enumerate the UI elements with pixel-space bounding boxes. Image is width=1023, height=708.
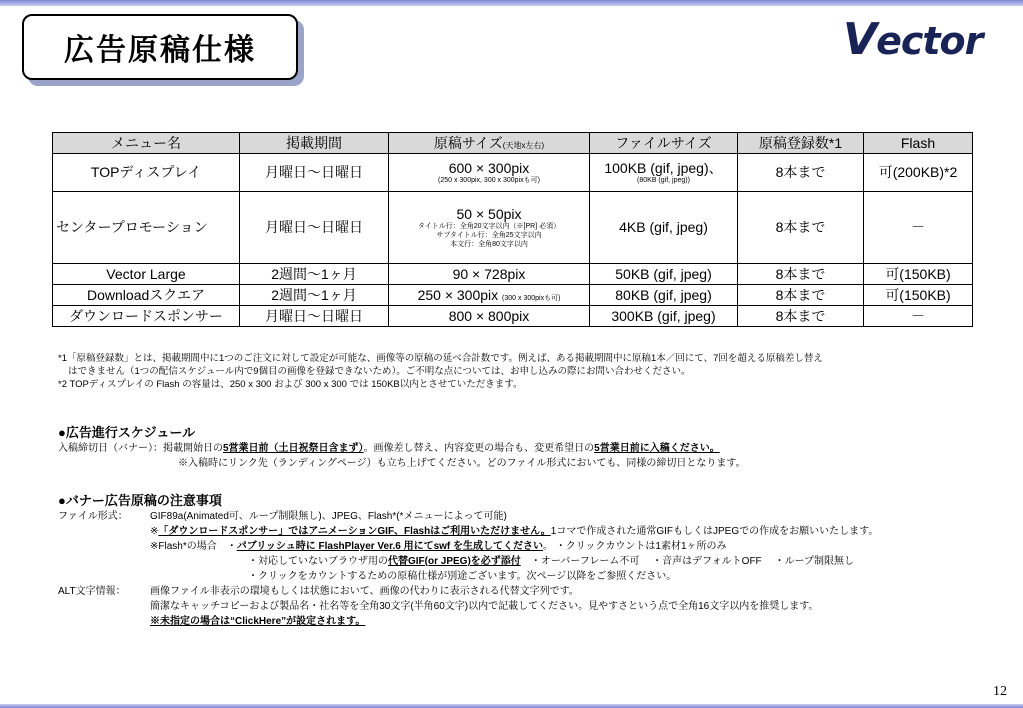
header-count: 原稿登録数*1 <box>738 133 864 154</box>
cell-flash: 可(150KB) <box>864 285 973 306</box>
table-row <box>53 192 973 264</box>
schedule-l1b: 5営業日前（土日祝祭日含まず） <box>223 443 364 454</box>
caution-title: ●バナー広告原稿の注意事項 <box>58 493 222 508</box>
cell-menu: Vector Large <box>53 264 240 285</box>
bottom-accent-bar <box>0 704 1023 708</box>
header-menu: メニュー名 <box>53 133 240 154</box>
table-header-row <box>53 133 973 154</box>
cell-flash: － <box>864 306 973 327</box>
top-accent-bar <box>0 0 1023 6</box>
size-note: (250 x 300pix, 300 x 300pixも可) <box>438 176 540 184</box>
file-value: 100KB (gif, jpeg)、 <box>604 159 723 176</box>
size-note-body: 本文行：全角80文字以内 <box>450 240 528 248</box>
header-file: ファイルサイズ <box>590 133 738 154</box>
size-note-subtitle: サブタイトル行：全角25文字以内 <box>436 231 542 239</box>
cell-period: 2週間～1ヶ月 <box>240 264 389 285</box>
spec-table <box>52 132 973 327</box>
cell-file: 300KB (gif, jpeg) <box>590 306 738 327</box>
schedule-line-2: ※入稿時にリンク先（ランディングページ）も立ち上げてください。どのファイル形式においても、同様の締切日となります。 <box>178 458 746 469</box>
file-l3c: 。 ・クリックカウントは1素材1ヶ所のみ <box>543 541 727 552</box>
footnote-1b: はできません（1つの配信スケジュール内で9個目の画像を登録できないため）。ご不明な点については、お申し込みの際にお問い合わせください。 <box>68 366 691 377</box>
cell-file: 4KB (gif, jpeg) <box>590 192 738 264</box>
cell-size: 90 × 728pix <box>389 264 590 285</box>
file-format-line-3 <box>150 539 878 554</box>
file-format-line-4 <box>150 554 878 569</box>
header-size-note: (天地x左右) <box>502 140 545 150</box>
size-value: 600 × 300pix <box>448 159 530 176</box>
page-title: 広告原稿仕様 <box>64 33 256 68</box>
schedule-section <box>58 422 746 471</box>
cell-menu: ダウンロードスポンサー <box>53 306 240 327</box>
title-box <box>22 14 304 86</box>
alt-text-label: ALT文字情報： <box>58 586 126 597</box>
schedule-l1d: 5営業日前に入稿ください。 <box>594 443 720 454</box>
file-l2c: 1コマで作成された通常GIFもしくはJPEGでの作成をお願いいたします。 <box>550 526 879 537</box>
logo-v: V <box>843 14 877 65</box>
footnotes <box>58 352 968 391</box>
header-flash: Flash <box>864 133 973 154</box>
cell-flash: 可(150KB) <box>864 264 973 285</box>
file-format-line-1: GIF89a(Animated可、ループ制限無し)、JPEG、Flash*(*メニューによって可能) <box>150 511 507 522</box>
cell-size: 800 × 800pix <box>389 306 590 327</box>
cell-count: 8本まで <box>738 264 864 285</box>
cell-period: 月曜日～日曜日 <box>240 192 389 264</box>
cell-size <box>389 192 590 264</box>
schedule-l1c: 。画像差し替え、内容変更の場合も、変更希望日の <box>363 443 595 454</box>
file-l2b: 「ダウンロードスポンサー」ではアニメーションGIF、Flashはご利用いただけません。 <box>158 526 551 537</box>
file-format-line-2 <box>150 524 878 539</box>
file-l3b: パブリッシュ時に FlashPlayer Ver.6 用にてswf を生成してください <box>236 541 544 552</box>
cell-flash: 可(200KB)*2 <box>864 154 973 192</box>
alt-text-line-2: 簡潔なキャッチコピーおよび製品名・社名等を全角30文字(半角60文字)以内で記載してください。見やすさという点で全角16文字以内を推奨します。 <box>150 601 819 612</box>
cell-size <box>389 154 590 192</box>
cell-file: 80KB (gif, jpeg) <box>590 285 738 306</box>
cell-period: 月曜日～日曜日 <box>240 154 389 192</box>
file-format-label: ファイル形式： <box>58 511 128 522</box>
cell-menu: Downloadスクエア <box>53 285 240 306</box>
file-note: (80KB (gif, jpeg)) <box>637 176 690 184</box>
page-number: 12 <box>993 684 1007 699</box>
size-value: 50 × 50pix <box>456 205 522 222</box>
alt-text-block <box>58 584 878 629</box>
file-l2a: ※ <box>150 526 159 537</box>
header-period: 掲載期間 <box>240 133 389 154</box>
size-note: (300 x 300pixも可) <box>502 294 561 302</box>
schedule-l1a: 入稿締切日（バナー）：掲載開始日の <box>58 443 223 454</box>
file-l4a: ・対応していないブラウザ用の <box>248 556 388 567</box>
table-row <box>53 264 973 285</box>
caution-section <box>58 490 878 629</box>
header-size <box>389 133 590 154</box>
file-format-block <box>58 509 878 584</box>
file-l4c: ・オーバーフレーム不可 ・音声はデフォルトOFF ・ループ制限無し <box>520 556 854 567</box>
cell-file <box>590 154 738 192</box>
cell-count: 8本まで <box>738 192 864 264</box>
header-size-label: 原稿サイズ <box>433 134 503 151</box>
cell-count: 8本まで <box>738 306 864 327</box>
cell-period: 2週間～1ヶ月 <box>240 285 389 306</box>
alt-text-line-1: 画像ファイル非表示の環境もしくは状態において、画像の代わりに表示される代替文字列です。 <box>150 586 579 597</box>
size-value: 250 × 300pix <box>417 286 499 303</box>
cell-menu: TOPディスプレイ <box>53 154 240 192</box>
cell-flash: － <box>864 192 973 264</box>
table-row <box>53 306 973 327</box>
footnote-2: *2 TOPディスプレイの Flash の容量は、250 x 300 および 300 x 300 では 150KB以内とさせていただきます。 <box>58 379 523 390</box>
size-note-title: タイトル行：全角20文字以内（※[PR] 必須） <box>417 222 561 230</box>
cell-menu: センタープロモーション <box>53 192 240 264</box>
file-l3a: ※Flash*の場合 ・ <box>150 541 237 552</box>
cell-file: 50KB (gif, jpeg) <box>590 264 738 285</box>
alt-text-line-3: ※未指定の場合は“ClickHere”が設定されます。 <box>150 616 366 627</box>
cell-count: 8本まで <box>738 154 864 192</box>
schedule-line-1 <box>58 441 746 456</box>
vector-logo <box>843 14 982 65</box>
logo-rest: ector <box>876 19 983 63</box>
cell-size <box>389 285 590 306</box>
table-row <box>53 285 973 306</box>
file-l4b: 代替GIF(or JPEG)を必ず添付 <box>388 556 521 567</box>
cell-period: 月曜日～日曜日 <box>240 306 389 327</box>
file-format-line-5: ・クリックをカウントするための原稿仕様が別途ございます。次ページ以降をご参照ください。 <box>248 571 677 582</box>
table-row <box>53 154 973 192</box>
schedule-title: ●広告進行スケジュール <box>58 425 196 440</box>
cell-count: 8本まで <box>738 285 864 306</box>
footnote-1a: *1「原稿登録数」とは、掲載期間中に1つのご注文に対して設定が可能な、画像等の原稿の延べ合計数です。例えば、ある掲載期間中に原稿1本／回にて、7回を超える原稿差し替え <box>58 353 823 364</box>
title-frame <box>22 14 298 80</box>
